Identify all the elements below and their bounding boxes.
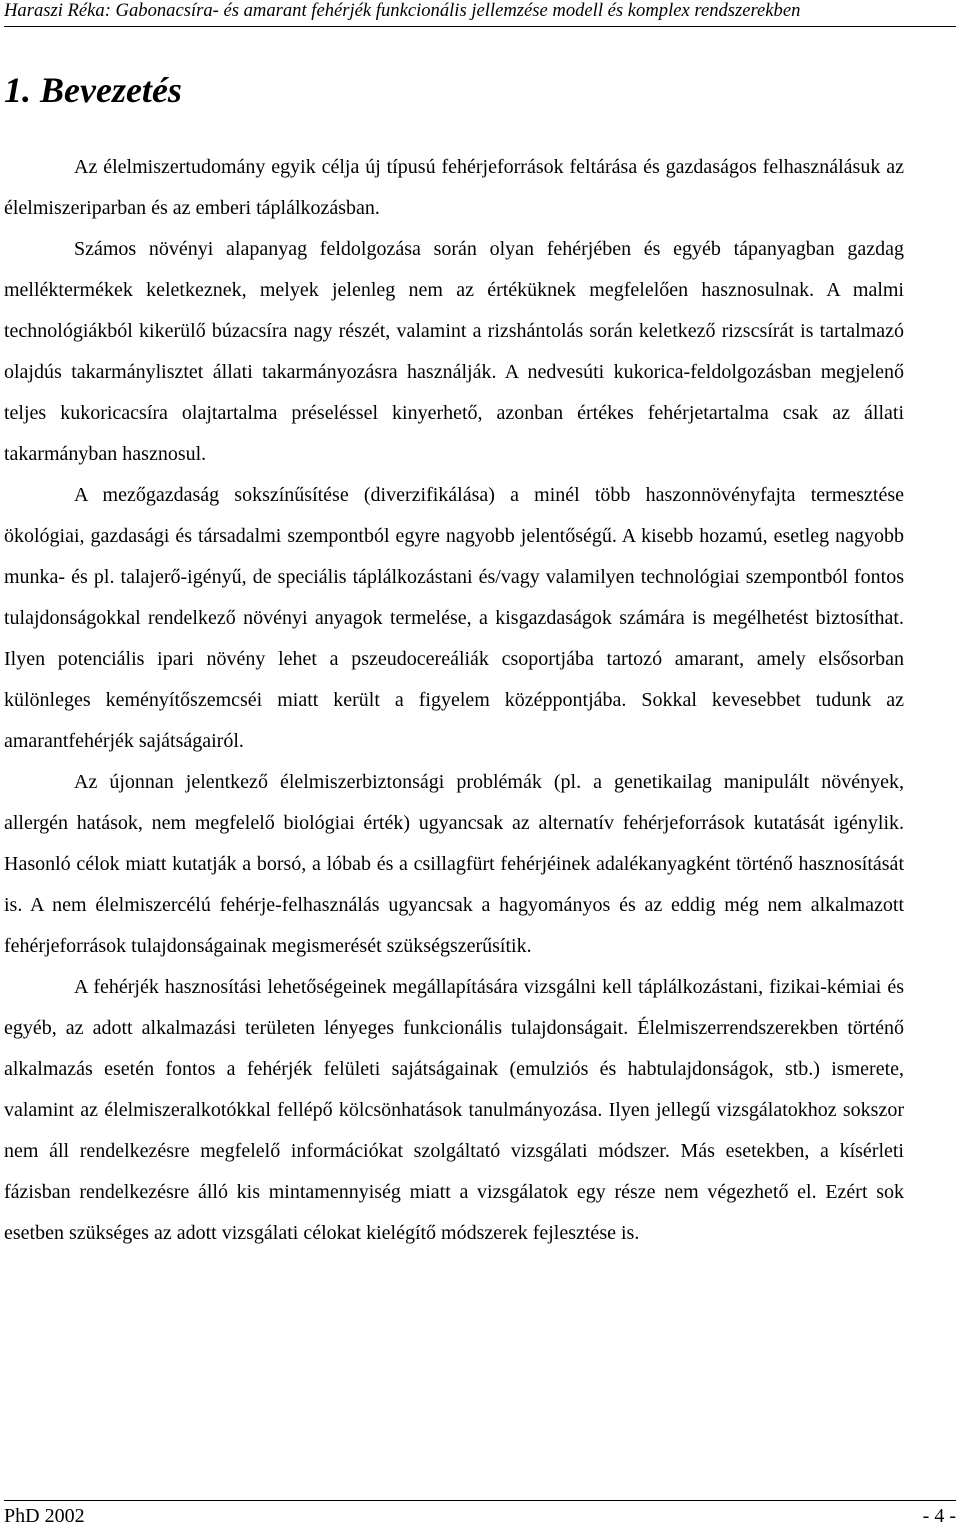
paragraph: A mezőgazdaság sokszínűsítése (diverzifikálása) a minél több haszonnövényfajta termesztése ökológiai, gazdasági és társadalmi szempontból egyre nagyobb jelentőségű. A kisebb hozamú, esetleg nagyobb munka- és pl. talajerő-igényű, de speciális táplálkozástani és/vagy valamilyen technológiai szempontból fontos tulajdonságokkal rendelkező növényi anyagok termelése, a kisgazdaságok számára is megélhetést biztosíthat. Ilyen potenciális ipari növény lehet a pszeudocereáliák csoportjába tartozó amarant, amely elsősorban különleges keményítőszemcséi miatt került a figyelem középpontjába. Sokkal kevesebbet tudunk az amarantfehérjék sajátságairól. [4, 484, 904, 752]
page-footer [4, 1500, 956, 1529]
running-header [4, 0, 956, 27]
running-header-title: Haraszi Réka: Gabonacsíra- és amarant fehérjék funkcionális jellemzése modell és komplex rendszerekben [4, 0, 801, 21]
paragraph: A fehérjék hasznosítási lehetőségeinek megállapítására vizsgálni kell táplálkozástani, fizikai-kémiai és egyéb, az adott alkalmazási területen lényeges funkcionális tulajdonságait. Élelmiszerrendszerekben történő alkalmazás esetén fontos a fehérjék felületi sajátságainak (emulziós és habtulajdonságok, stb.) ismerete, valamint az élelmiszeralkotókkal fellépő kölcsönhatások tanulmányozása. Ilyen jellegű vizsgálatokhoz sokszor nem áll rendelkezésre megfelelő információkat szolgáltató vizsgálati módszer. Más esetekben, a kísérleti fázisban rendelkezésre álló kis mintamennyiség miatt a vizsgálatok egy része nem végezhető el. Ezért sok esetben szükséges az adott vizsgálati célokat kielégítő módszerek fejlesztése is. [4, 976, 904, 1244]
paragraph: Az élelmiszertudomány egyik célja új típusú fehérjeforrások feltárása és gazdaságos felhasználásuk az élelmiszeriparban és az emberi táplálkozásban. [4, 156, 904, 219]
chapter-title: 1. Bevezetés [4, 70, 182, 110]
page-number: - 4 - [922, 1505, 956, 1527]
paragraph: Az újonnan jelentkező élelmiszerbiztonsági problémák (pl. a genetikailag manipulált növények, allergén hatások, nem megfelelő biológiai érték) ugyancsak az alternatív fehérjeforrások kutatását igénylik. Hasonló célok miatt kutatják a borsó, a lóbab és a csillagfürt fehérjéinek adalékanyagként történő hasznosítását is. A nem élelmiszercélú fehérje-felhasználás ugyancsak a hagyományos és az eddig még nem alkalmazott fehérjeforrások tulajdonságainak megismerését szükségszerűsítik. [4, 771, 904, 957]
paragraph: Számos növényi alapanyag feldolgozása során olyan fehérjében és egyéb tápanyagban gazdag melléktermékek keletkeznek, melyek jelenleg nem az értéküknek megfelelően hasznosulnak. A malmi technológiákból kikerülő búzacsíra nagy részét, valamint a rizshántolás során keletkező rizscsírát is tartalmazó olajdús takarmánylisztet állati takarmányozásra használják. A nedvesúti kukorica-feldolgozásban megjelenő teljes kukoricacsíra olajtartalma préseléssel kinyerhető, azonban értékes fehérjetartalma csak az állati takarmányban hasznosul. [4, 238, 904, 465]
body-text [4, 147, 904, 1254]
footer-degree-year: PhD 2002 [4, 1505, 85, 1527]
